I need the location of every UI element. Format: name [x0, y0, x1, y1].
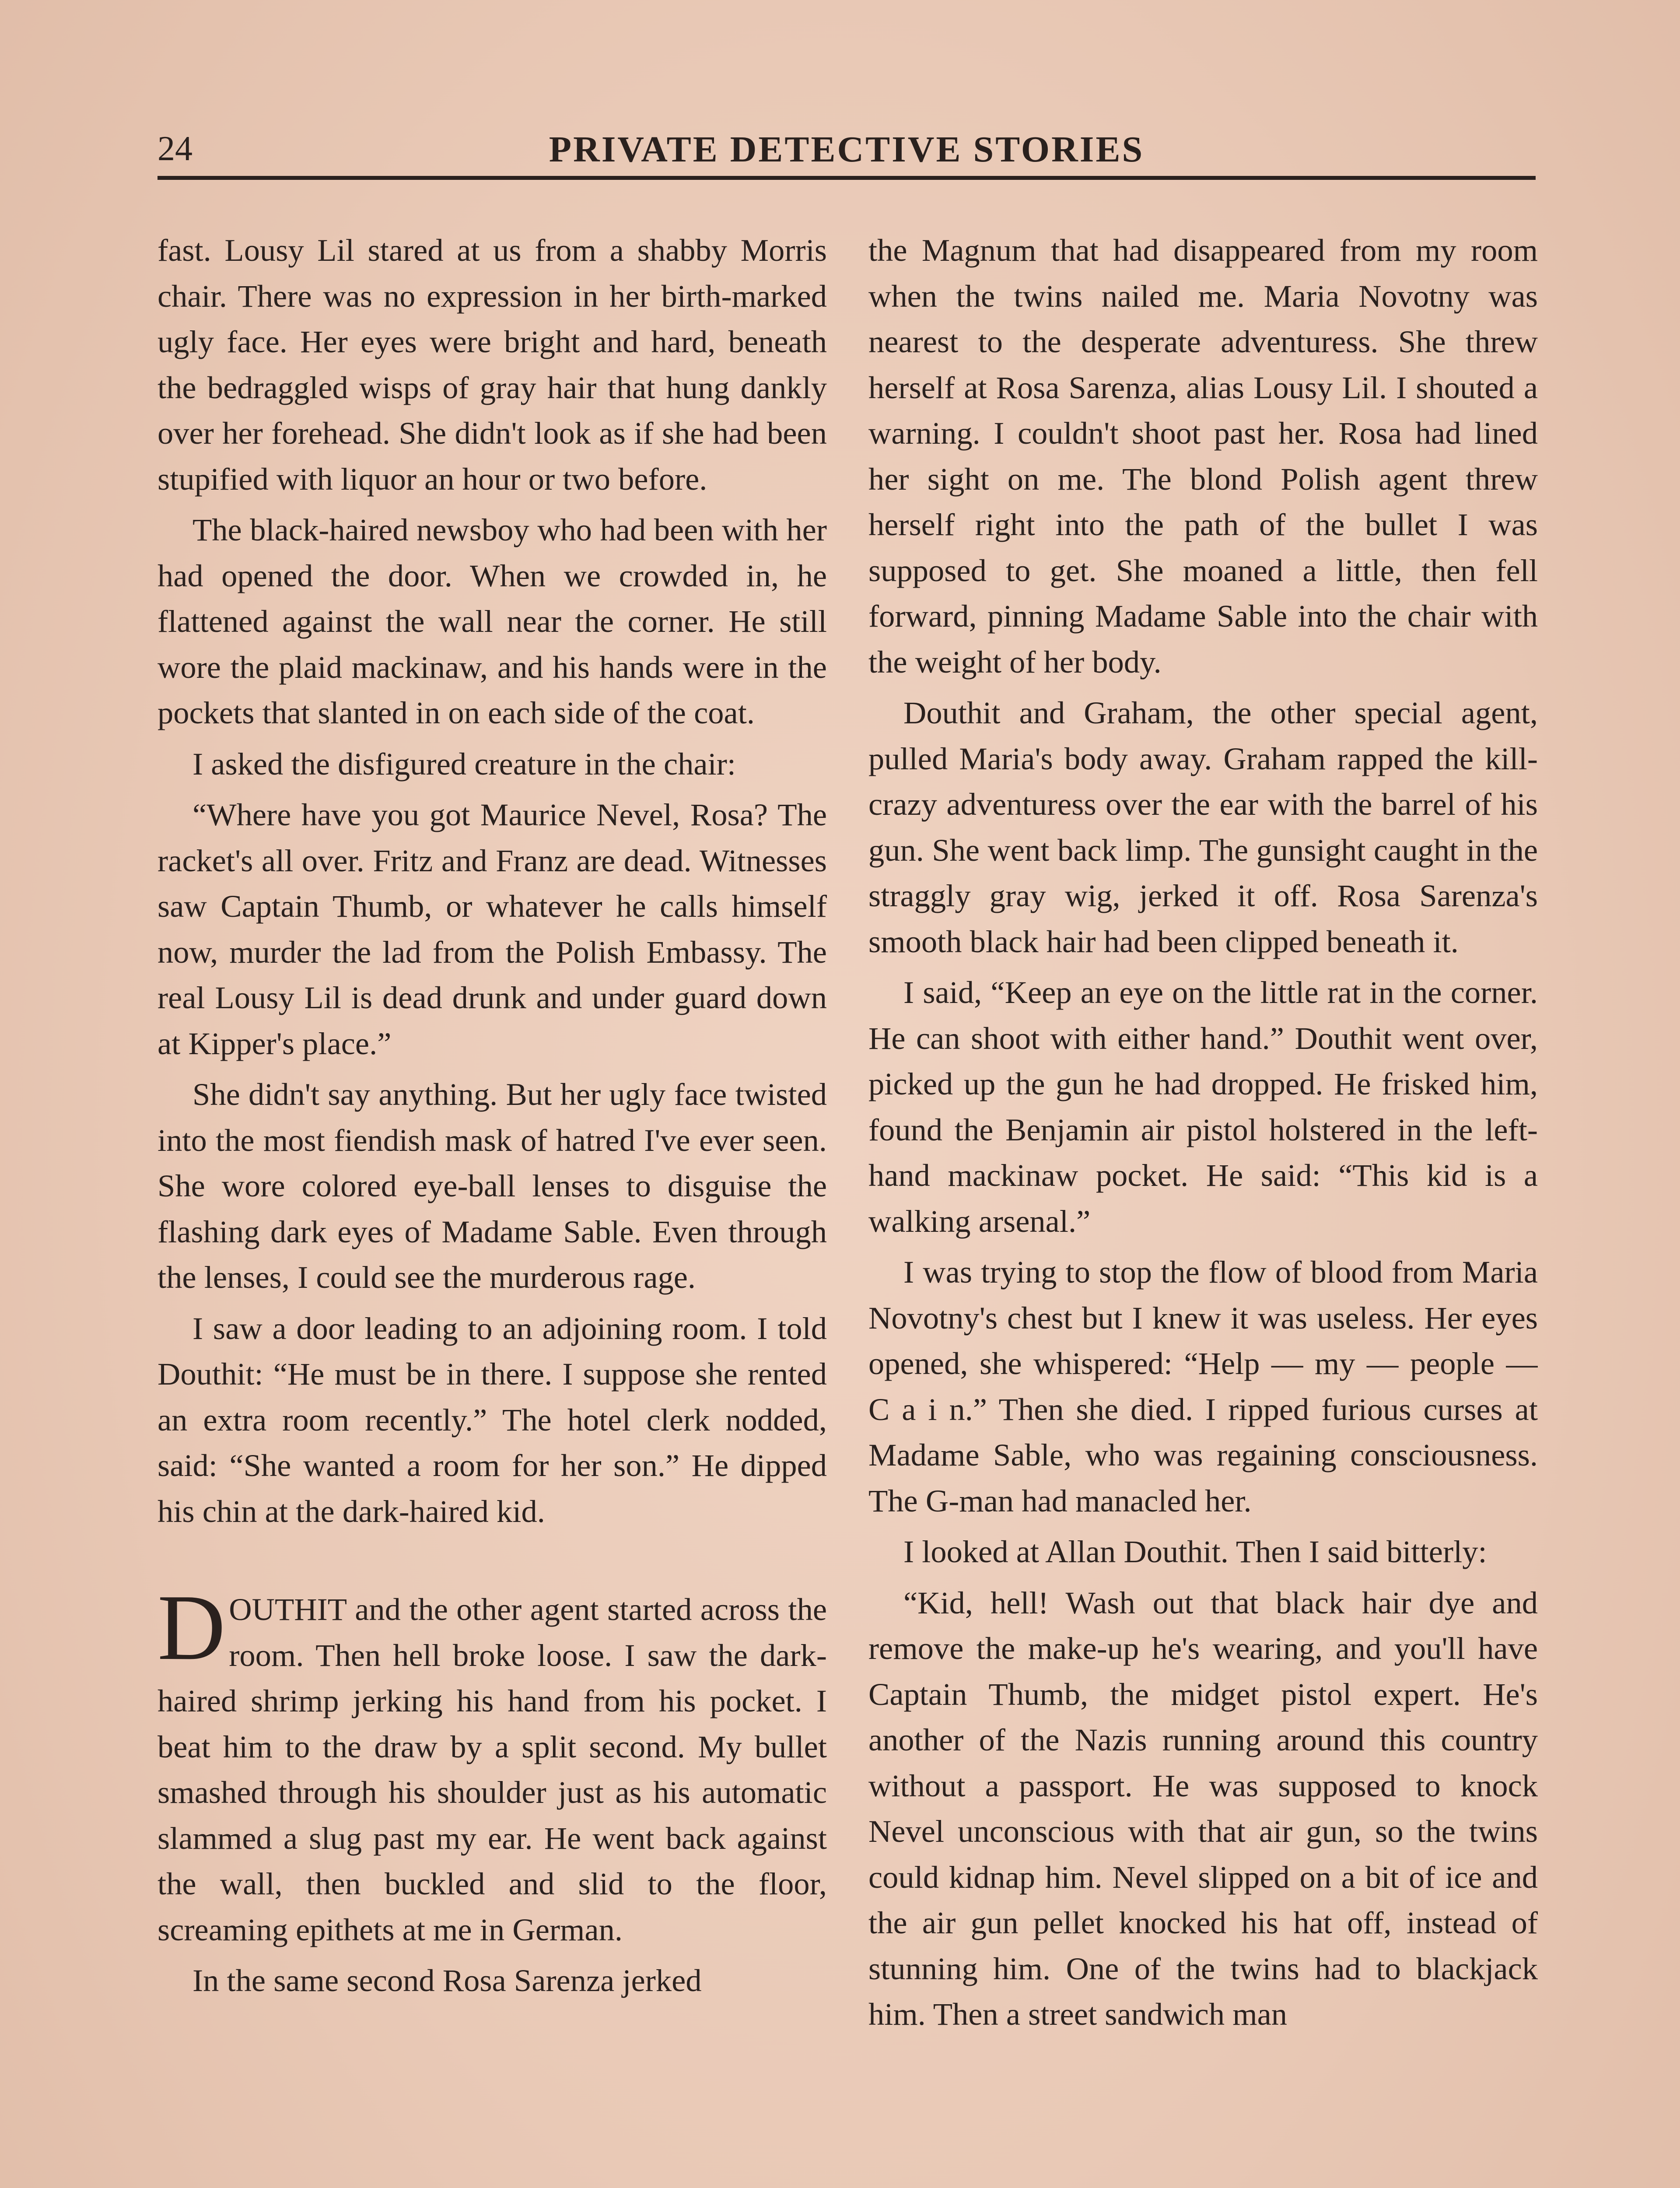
paragraph: I asked the disfigured creature in the chair: — [192, 746, 736, 782]
paragraph: “Where have you got Maurice Nevel, Rosa? The racket's all over. Fritz and Franz are dead. Witnesses saw Captain Thumb, or whatever he calls himself now, murder the lad from the Polish Embassy. The real Lousy Lil is dead drunk and under guard down at Kipper's place.” — [158, 797, 827, 1061]
paragraph: “Kid, hell! Wash out that black hair dye and remove the make-up he's wearing, and you'll have Captain Thumb, the midget pistol expert. He's another of the Nazis running around this country without a passport. He was supposed to knock Nevel unconscious with that air gun, so the twins could kidnap him. Nevel slipped on a bit of ice and the air gun pellet knocked his hat off, instead of stunning him. One of the twins had to blackjack him. Then a street sandwich man — [868, 1585, 1538, 2032]
paragraph: I said, “Keep an eye on the little rat in the corner. He can shoot with either hand.” Douthit went over, picked up the gun he had dropped. He frisked him, found the Benjamin air pistol holstered in the left-hand mackinaw pocket. He said: “This kid is a walking arsenal.” — [868, 975, 1538, 1239]
paragraph: I looked at Allan Douthit. Then I said bitterly: — [903, 1534, 1487, 1569]
paragraph: fast. Lousy Lil stared at us from a shabby Morris chair. There was no expression in her birth-marked ugly face. Her eyes were bright and hard, beneath the bedraggled wisps of gray hair that hung dankly over her forehead. She didn't look as if she had been stupified with liquor an hour or two before. — [158, 232, 827, 497]
page-number: 24 — [158, 130, 192, 168]
section-start-paragraph — [158, 1575, 827, 1953]
paragraph: I saw a door leading to an adjoining room. I told Douthit: “He must be in there. I suppose she rented an extra room recently.” The hotel clerk nodded, said: “She wanted a room for her son.” He dipped his chin at the dark-haired kid. — [158, 1310, 827, 1529]
section-start-text: OUTHIT and the other agent started across the room. Then hell broke loose. I saw the dark-haired shrimp jerking his hand from his pocket. I beat him to the draw by a split second. My bullet smashed through his shoulder just as his automatic slammed a slug past my ear. He went back against the wall, then buckled and slid to the floor, screaming epithets at me in German. — [158, 1592, 827, 1947]
paragraph: She didn't say anything. But her ugly face twisted into the most fiendish mask of hatred I've ever seen. She wore colored eye-ball lenses to disguise the flashing dark eyes of Madame Sable. Even through the lenses, I could see the murderous rage. — [158, 1076, 827, 1295]
paragraph: The black-haired newsboy who had been with her had opened the door. When we crowded in, he flattened against the wall near the corner. He still wore the plaid mackinaw, and his hands were in the pockets that slanted in on each side of the coat. — [158, 512, 827, 730]
page-header — [158, 118, 1536, 171]
right-column — [868, 228, 1538, 2188]
drop-cap: D — [158, 1575, 226, 1680]
paragraph: In the same second Rosa Sarenza jerked — [192, 1963, 702, 1998]
header-rule — [158, 176, 1536, 180]
left-column — [158, 228, 827, 2188]
paragraph: I was trying to stop the flow of blood from Maria Novotny's chest but I knew it was useless. Her eyes opened, she whispered: “Help — my — people — C a i n.” Then she died. I ripped furious curses at Madame Sable, who was regaining consciousness. The G-man had manacled her. — [868, 1254, 1538, 1518]
paragraph: the Magnum that had disappeared from my room when the twins nailed me. Maria Novotny was nearest to the desperate adventuress. She threw herself at Rosa Sarenza, alias Lousy Lil. I shouted a warning. I couldn't shoot past her. Rosa had lined her sight on me. The blond Polish agent threw herself right into the path of the bullet I was supposed to get. She moaned a little, then fell forward, pinning Madame Sable into the chair with the weight of her body. — [868, 232, 1538, 680]
running-title: PRIVATE DETECTIVE STORIES — [549, 129, 1144, 170]
paragraph: Douthit and Graham, the other special agent, pulled Maria's body away. Graham rapped the kill-crazy adventuress over the ear with the barrel of his gun. She went back limp. The gunsight caught in the straggly gray wig, jerked it off. Rosa Sarenza's smooth black hair had been clipped beneath it. — [868, 695, 1538, 959]
